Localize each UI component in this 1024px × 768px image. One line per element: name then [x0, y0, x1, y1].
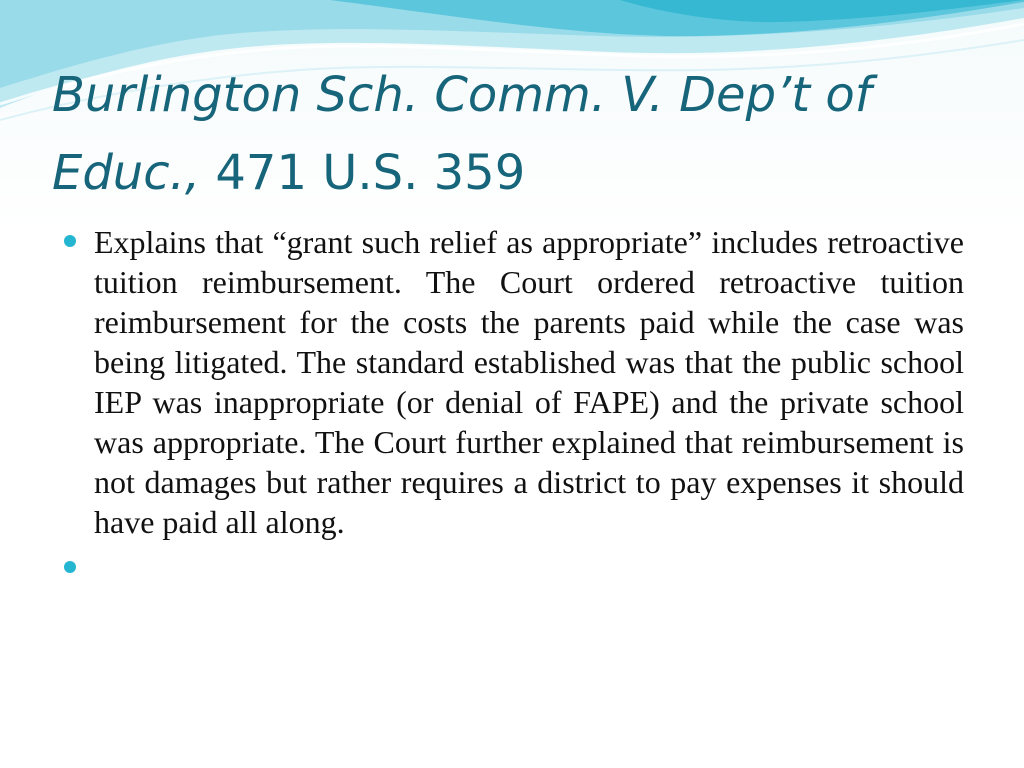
bullet-item — [60, 222, 964, 542]
bullet-list — [60, 222, 964, 588]
bullet-dot-icon — [64, 235, 76, 247]
case-citation: 471 U.S. 359 — [200, 145, 526, 201]
bullet-item-empty — [60, 548, 964, 588]
slide-title — [52, 56, 992, 212]
bullet-text: Explains that “grant such relief as appropriate” includes retroactive tuition reimbursement. The Court ordered retroactive tuition reimbursement for the costs the parents paid while the case was being litigated. The standard established was that the public school IEP was inappropriate (or denial of FAPE) and the private school was appropriate. The Court further explained that reimbursement is not damages but rather requires a district to pay expenses it should have paid all along. — [94, 224, 964, 540]
bullet-dot-icon — [64, 561, 76, 573]
case-name: Burlington Sch. Comm. V. Dep’t of Educ., — [52, 67, 872, 201]
